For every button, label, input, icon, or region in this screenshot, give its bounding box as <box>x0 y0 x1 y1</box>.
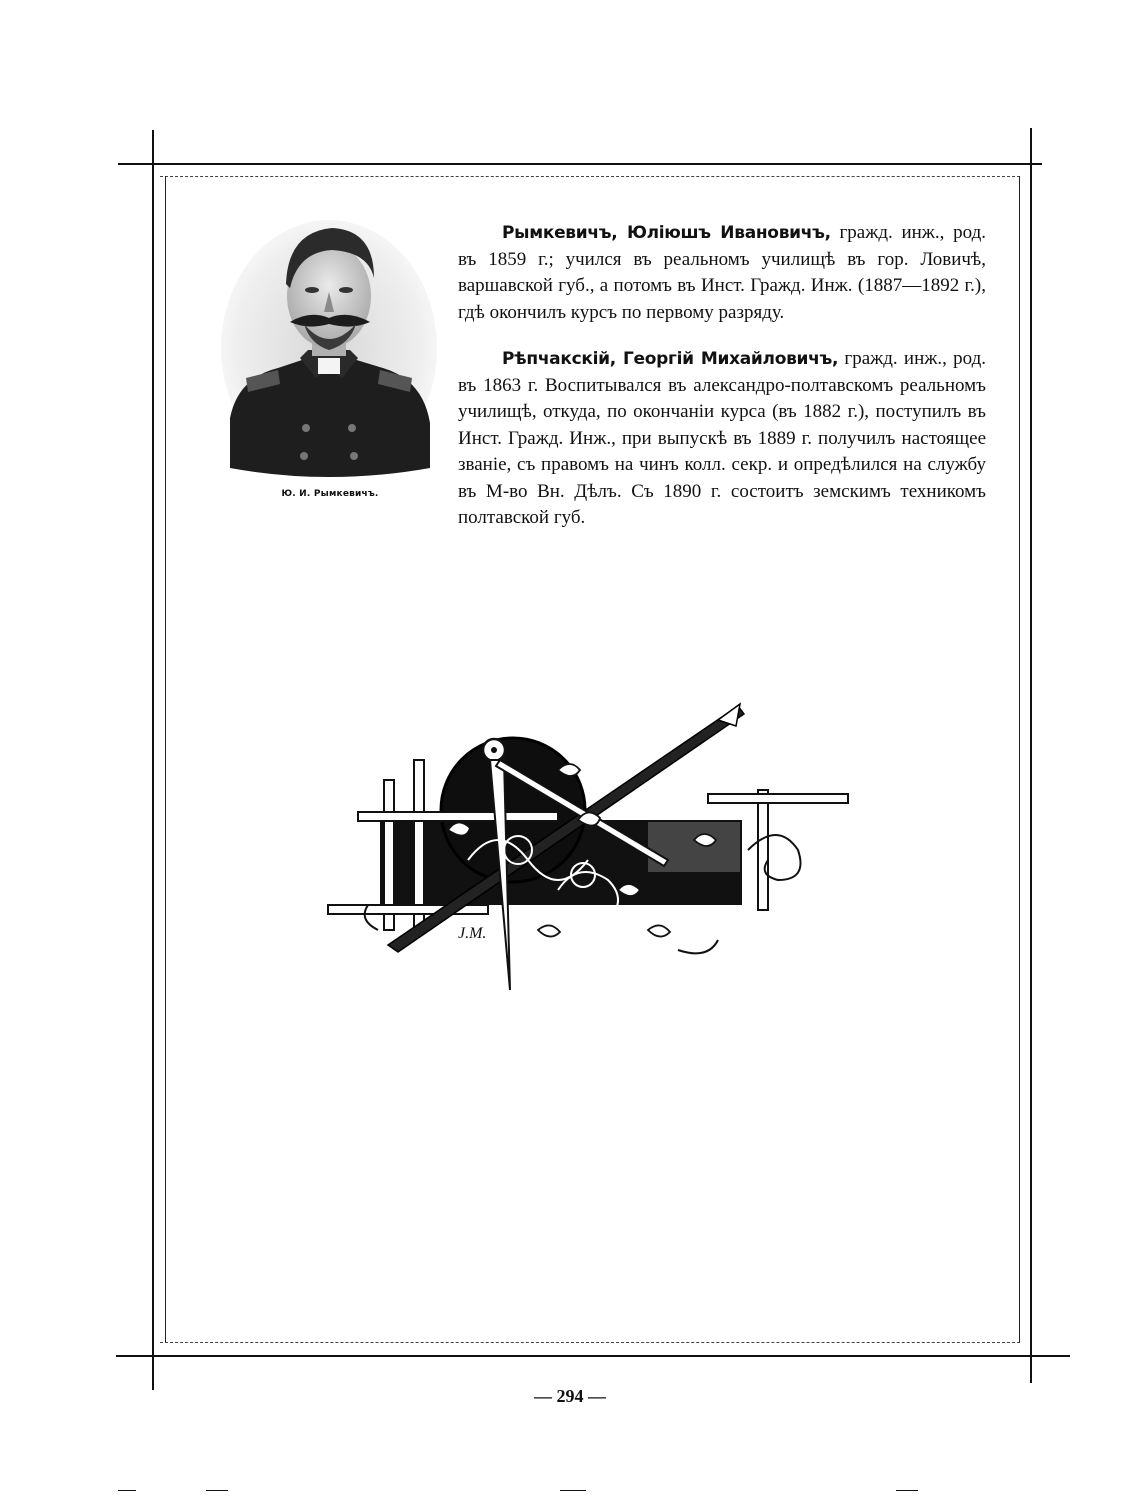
scan-mark <box>896 1490 918 1491</box>
inner-frame-top <box>160 176 1020 177</box>
scan-mark <box>118 1490 136 1491</box>
inner-frame-right <box>1019 176 1020 1342</box>
page-number: — 294 — <box>534 1386 606 1406</box>
inner-frame-bottom <box>160 1342 1020 1343</box>
decorative-vignette <box>318 700 858 995</box>
entry-rymkevich <box>458 220 986 326</box>
frame-bottom-rule <box>116 1355 1070 1357</box>
entry-name: Рымкевичъ, Юліюшъ Ивановичъ, <box>502 223 831 243</box>
entry-repchakskiy <box>458 346 986 532</box>
entry-name: Рѣпчакскій, Георгій Михайловичъ, <box>502 349 839 369</box>
scan-mark <box>206 1490 228 1491</box>
vignette-signature: J.M. <box>458 925 487 942</box>
frame-left-rule <box>152 130 154 1390</box>
portrait-photo <box>218 218 440 483</box>
entry-text: гражд. инж., род. въ 1863 г. Воспитывался въ александро-полтавскомъ реальномъ училищѣ, откуда, по окончаніи курса (въ 1882 г.), поступилъ въ Инст. Гражд. Инж., при выпускѣ въ 1889 г. получилъ настоящее званіе, съ правомъ на чинъ колл. секр. и опредѣлился на службу въ М-во Вн. Дѣлъ. Съ 1890 г. состоитъ земскимъ техникомъ полтавской губ. <box>458 348 987 528</box>
frame-right-rule <box>1030 128 1032 1383</box>
inner-frame-left <box>165 176 166 1342</box>
entry-text: гражд. инж., род. въ 1859 г.; учился въ реальномъ училищѣ въ гор. Ловичѣ, варшавской губ., а потомъ въ Инст. Гражд. Инж. (1887—1892 г.), гдѣ окончилъ курсъ по первому разряду. <box>458 222 986 323</box>
scan-mark <box>560 1490 586 1491</box>
frame-top-rule <box>118 163 1042 165</box>
portrait-caption: Ю. И. Рымкевичъ. <box>281 489 379 499</box>
